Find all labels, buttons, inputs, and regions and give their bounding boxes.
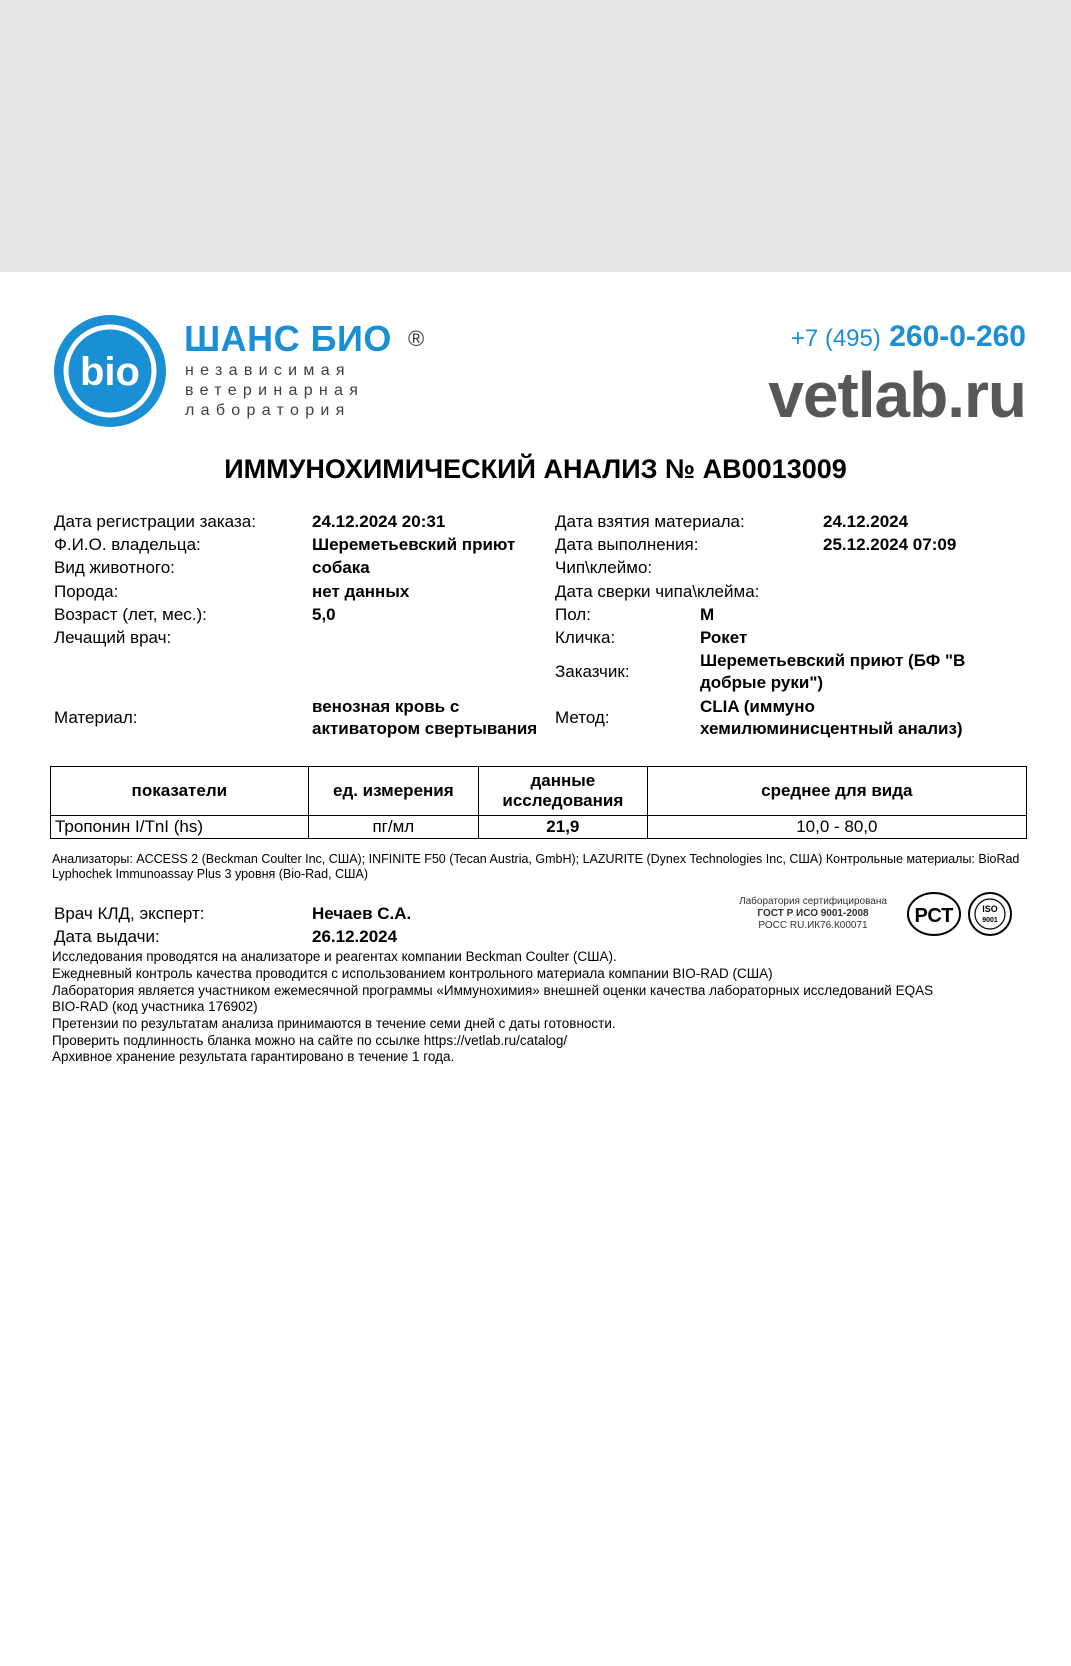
chip-label: Чип\клеймо: <box>555 558 653 577</box>
age-label: Возраст (лет, мес.): <box>54 605 207 624</box>
material-value-line2: активатором свертывания <box>312 719 538 738</box>
pct-certification-icon <box>906 891 962 937</box>
header-reference: среднее для вида <box>647 767 1026 816</box>
note-7: Архивное хранение результата гарантировано в течение 1 года. <box>52 1049 455 1064</box>
owner-value: Шереметьевский приют <box>312 535 516 554</box>
document-title: ИММУНОХИМИЧЕСКИЙ АНАЛИЗ № AB0013009 <box>224 454 847 484</box>
brand-subtitle-3: лаборатория <box>185 402 351 419</box>
results-table <box>50 766 1027 839</box>
sample-date-label: Дата взятия материала: <box>555 512 745 531</box>
cert-line2: ГОСТ Р ИСО 9001-2008 <box>757 908 869 919</box>
issue-date-label: Дата выдачи: <box>54 927 160 946</box>
cert-line1: Лаборатория сертифицирована <box>739 896 887 907</box>
iso-bottom-text: 9001 <box>982 917 998 924</box>
header-data-line2: исследования <box>502 791 624 810</box>
bio-logo-icon <box>52 313 168 429</box>
sex-value: М <box>700 605 715 624</box>
logo-text: bio <box>80 350 140 394</box>
header-indicator: показатели <box>51 767 309 816</box>
top-gray-band <box>0 0 1071 272</box>
header-data-line1: данные <box>530 771 596 790</box>
chip-check-label: Дата сверки чипа\клейма: <box>555 582 760 601</box>
table-row <box>51 816 1027 839</box>
row-reference: 10,0 - 80,0 <box>647 816 1026 839</box>
method-value-line1: CLIA (иммуно <box>700 697 815 716</box>
pct-mark-text: РСТ <box>914 905 954 927</box>
customer-value-line2: добрые руки") <box>700 673 824 692</box>
phone-main: 260-0-260 <box>889 320 1026 353</box>
material-label: Материал: <box>54 708 138 727</box>
note-4: BIO-RAD (код участника 176902) <box>52 999 258 1014</box>
note-3: Лаборатория является участником ежемесячной программы «Иммунохимия» внешней оценки качества лабораторных исследований EQAS <box>52 983 934 998</box>
phone-prefix: +7 (495) <box>790 325 881 352</box>
row-value: 21,9 <box>479 816 648 839</box>
sex-label: Пол: <box>555 605 591 624</box>
analyzers-line2: Lyphochek Immunoassay Plus 3 уровня (Bio-Rad, США) <box>52 867 369 881</box>
reg-date-value: 24.12.2024 20:31 <box>312 512 446 531</box>
note-5: Претензии по результатам анализа принимаются в течение семи дней с даты готовности. <box>52 1016 616 1031</box>
breed-value: нет данных <box>312 582 410 601</box>
method-label: Метод: <box>555 708 610 727</box>
pet-name-value: Рокет <box>700 628 748 647</box>
age-value: 5,0 <box>312 605 336 624</box>
cert-line3: РОСС RU.ИК76.К00071 <box>758 920 868 931</box>
breed-label: Порода: <box>54 582 119 601</box>
note-1: Исследования проводятся на анализаторе и реагентах компании Beckman Coulter (США). <box>52 949 617 964</box>
brand-subtitle-2: ветеринарная <box>185 382 365 399</box>
expert-label: Врач КЛД, эксперт: <box>54 904 205 923</box>
website-link[interactable]: vetlab.ru <box>768 359 1026 431</box>
brand-subtitle-1: независимая <box>185 362 351 379</box>
analyzers-line1: Анализаторы: ACCESS 2 (Beckman Coulter Inc, США); INFINITE F50 (Tecan Austria, GmbH); LAZURITE (Dynex Technologies Inc, США) Контрольные материалы: BioRad <box>52 852 1020 866</box>
note-6[interactable]: Проверить подлинность бланка можно на сайте по ссылке https://vetlab.ru/catalog/ <box>52 1033 568 1048</box>
header-data <box>479 767 648 816</box>
doctor-label: Лечащий врач: <box>54 628 172 647</box>
cert-text <box>728 896 898 932</box>
species-label: Вид животного: <box>54 558 175 577</box>
customer-label: Заказчик: <box>555 662 630 681</box>
expert-value: Нечаев С.А. <box>312 904 412 923</box>
row-indicator: Тропонин I/TnI (hs) <box>51 816 309 839</box>
issue-date-value: 26.12.2024 <box>312 927 398 946</box>
done-date-value: 25.12.2024 07:09 <box>823 535 957 554</box>
iso-9001-icon <box>966 891 1014 937</box>
iso-top-text: ISO <box>982 904 998 914</box>
brand-name: ШАНС БИО <box>184 318 392 359</box>
owner-label: Ф.И.О. владельца: <box>54 535 201 554</box>
method-value-line2: хемилюминисцентный анализ) <box>700 719 963 738</box>
note-2: Ежедневный контроль качества проводится с использованием контрольного материала компании BIO-RAD (США) <box>52 966 773 981</box>
registered-mark: ® <box>408 326 425 351</box>
done-date-label: Дата выполнения: <box>555 535 699 554</box>
row-unit: пг/мл <box>308 816 478 839</box>
header-unit: ед. измерения <box>308 767 478 816</box>
reg-date-label: Дата регистрации заказа: <box>54 512 256 531</box>
pet-name-label: Кличка: <box>555 628 616 647</box>
customer-value-line1: Шереметьевский приют (БФ "В <box>700 651 966 670</box>
species-value: собака <box>312 558 370 577</box>
sample-date-value: 24.12.2024 <box>823 512 909 531</box>
table-header-row <box>51 767 1027 816</box>
phone-number[interactable] <box>791 320 1026 354</box>
material-value-line1: венозная кровь с <box>312 697 460 716</box>
